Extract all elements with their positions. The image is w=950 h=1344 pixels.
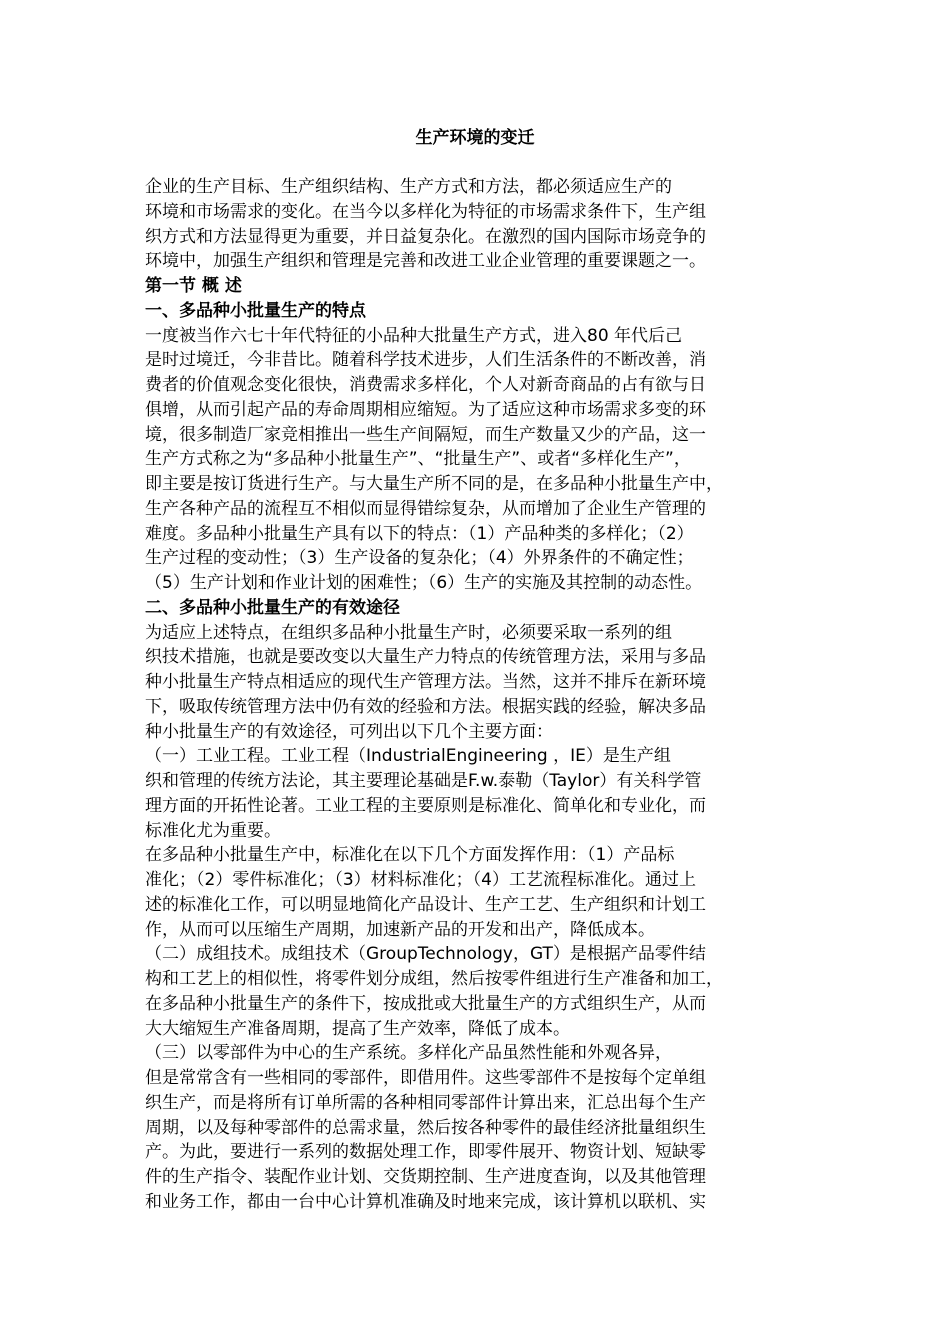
- text-line: 标准化尤为重要。: [145, 820, 281, 841]
- text-line: 种小批量生产的有效途径，可列出以下几个主要方面：: [145, 721, 553, 742]
- document-title: 生产环境的变迁: [415, 128, 535, 148]
- text-line: 大大缩短生产准备周期，提高了生产效率，降低了成本。: [145, 1018, 570, 1039]
- text-line: 生产方式称之为“多品种小批量生产”、“批量生产”、或者“多样化生产”，: [145, 449, 691, 470]
- text-line: 境，很多制造厂家竞相推出一些生产间隔短，而生产数量又少的产品，这一: [145, 424, 706, 445]
- text-line: 生产过程的变动性；（3）生产设备的复杂化；（4）外界条件的不确定性；: [145, 548, 694, 569]
- text-line: 一度被当作六七十年代特征的小品种大批量生产方式，进入80 年代后己: [145, 325, 683, 346]
- text-line: 构和工艺上的相似性，将零件划分成组，然后按零件组进行生产准备和加工，: [145, 969, 723, 989]
- text-line: 企业的生产目标、生产组织结构、生产方式和方法，都必须适应生产的: [145, 177, 672, 197]
- text-line: 述的标准化工作，可以明显地简化产品设计、生产工艺、生产组织和计划工: [145, 894, 706, 915]
- text-line: 织技术措施，也就是要改变以大量生产力特点的传统管理方法，采用与多品: [145, 647, 706, 668]
- text-line: 理方面的开拓性论著。工业工程的主要原则是标准化、简单化和专业化，而: [145, 795, 706, 816]
- text-line: 织和管理的传统方法论，其主要理论基础是F.w.泰勒（Taylor）有关科学管: [145, 771, 702, 791]
- section-heading: 一、多品种小批量生产的特点: [145, 300, 366, 321]
- text-line: 周期，以及每种零部件的总需求量，然后按各种零件的最佳经济批量组织生: [145, 1117, 706, 1138]
- text-line: 织方式和方法显得更为重要，并日益复杂化。在激烈的国内国际市场竞争的: [145, 226, 706, 247]
- section-heading: 第一节 概 述: [145, 276, 242, 296]
- text-line: 产。为此，要进行一系列的数据处理工作，即零件展开、物资计划、短缺零: [145, 1142, 706, 1163]
- text-line: （三）以零部件为中心的生产系统。多样化产品虽然性能和外观各异，: [145, 1043, 672, 1064]
- document-body: [145, 175, 845, 1215]
- text-line: 是时过境迁，今非昔比。随着科学技术进步，人们生活条件的不断改善，消: [145, 350, 706, 371]
- text-line: （5）生产计划和作业计划的困难性；（6）生产的实施及其控制的动态性。: [145, 573, 703, 593]
- text-line: 件的生产指令、装配作业计划、交货期控制、生产进度查询，以及其他管理: [145, 1167, 706, 1187]
- text-line: 环境中，加强生产组织和管理是完善和改进工业企业管理的重要课题之一。: [145, 251, 706, 272]
- text-line: 即主要是按订货进行生产。与大量生产所不同的是，在多品种小批量生产中，: [145, 474, 723, 494]
- text-line: （一）工业工程。工业工程（IndustrialEngineering ，IE）是生产组: [145, 746, 671, 767]
- text-line: 织生产，而是将所有订单所需的各种相同零部件计算出来，汇总出每个生产: [145, 1092, 706, 1113]
- text-line: （二）成组技术。成组技术（GroupTechnology，GT）是根据产品零件结: [145, 944, 706, 965]
- text-line: 下，吸取传统管理方法中仍有效的经验和方法。根据实践的经验，解决多品: [145, 696, 706, 717]
- section-heading: 二、多品种小批量生产的有效途径: [145, 597, 400, 618]
- text-line: 难度。多品种小批量生产具有以下的特点：（1）产品种类的多样化；（2）: [145, 523, 694, 544]
- text-line: 为适应上述特点，在组织多品种小批量生产时，必须要采取一系列的组: [145, 622, 672, 643]
- text-line: 准化；（2）零件标准化；（3）材料标准化；（4）工艺流程标准化。通过上: [145, 870, 696, 890]
- text-line: 俱增，从而引起产品的寿命周期相应缩短。为了适应这种市场需求多变的环: [145, 399, 706, 420]
- text-line: 在多品种小批量生产中，标准化在以下几个方面发挥作用：（1）产品标: [145, 845, 675, 866]
- text-line: 作，从而可以压缩生产周期，加速新产品的开发和出产，降低成本。: [145, 919, 655, 940]
- text-line: 但是常常含有一些相同的零部件，即借用件。这些零部件不是按每个定单组: [145, 1068, 706, 1088]
- text-line: 费者的价值观念变化很快，消费需求多样化，个人对新奇商品的占有欲与日: [145, 375, 706, 395]
- text-line: 种小批量生产特点相适应的现代生产管理方法。当然，这并不排斥在新环境: [145, 672, 706, 692]
- text-line: 在多品种小批量生产的条件下，按成批或大批量生产的方式组织生产，从而: [145, 993, 706, 1014]
- text-line: 和业务工作，都由一台中心计算机准确及时地来完成，该计算机以联机、实: [145, 1191, 706, 1212]
- text-line: 环境和市场需求的变化。在当今以多样化为特征的市场需求条件下，生产组: [145, 201, 706, 222]
- text-line: 生产各种产品的流程互不相似而显得错综复杂，从而增加了企业生产管理的: [145, 498, 706, 519]
